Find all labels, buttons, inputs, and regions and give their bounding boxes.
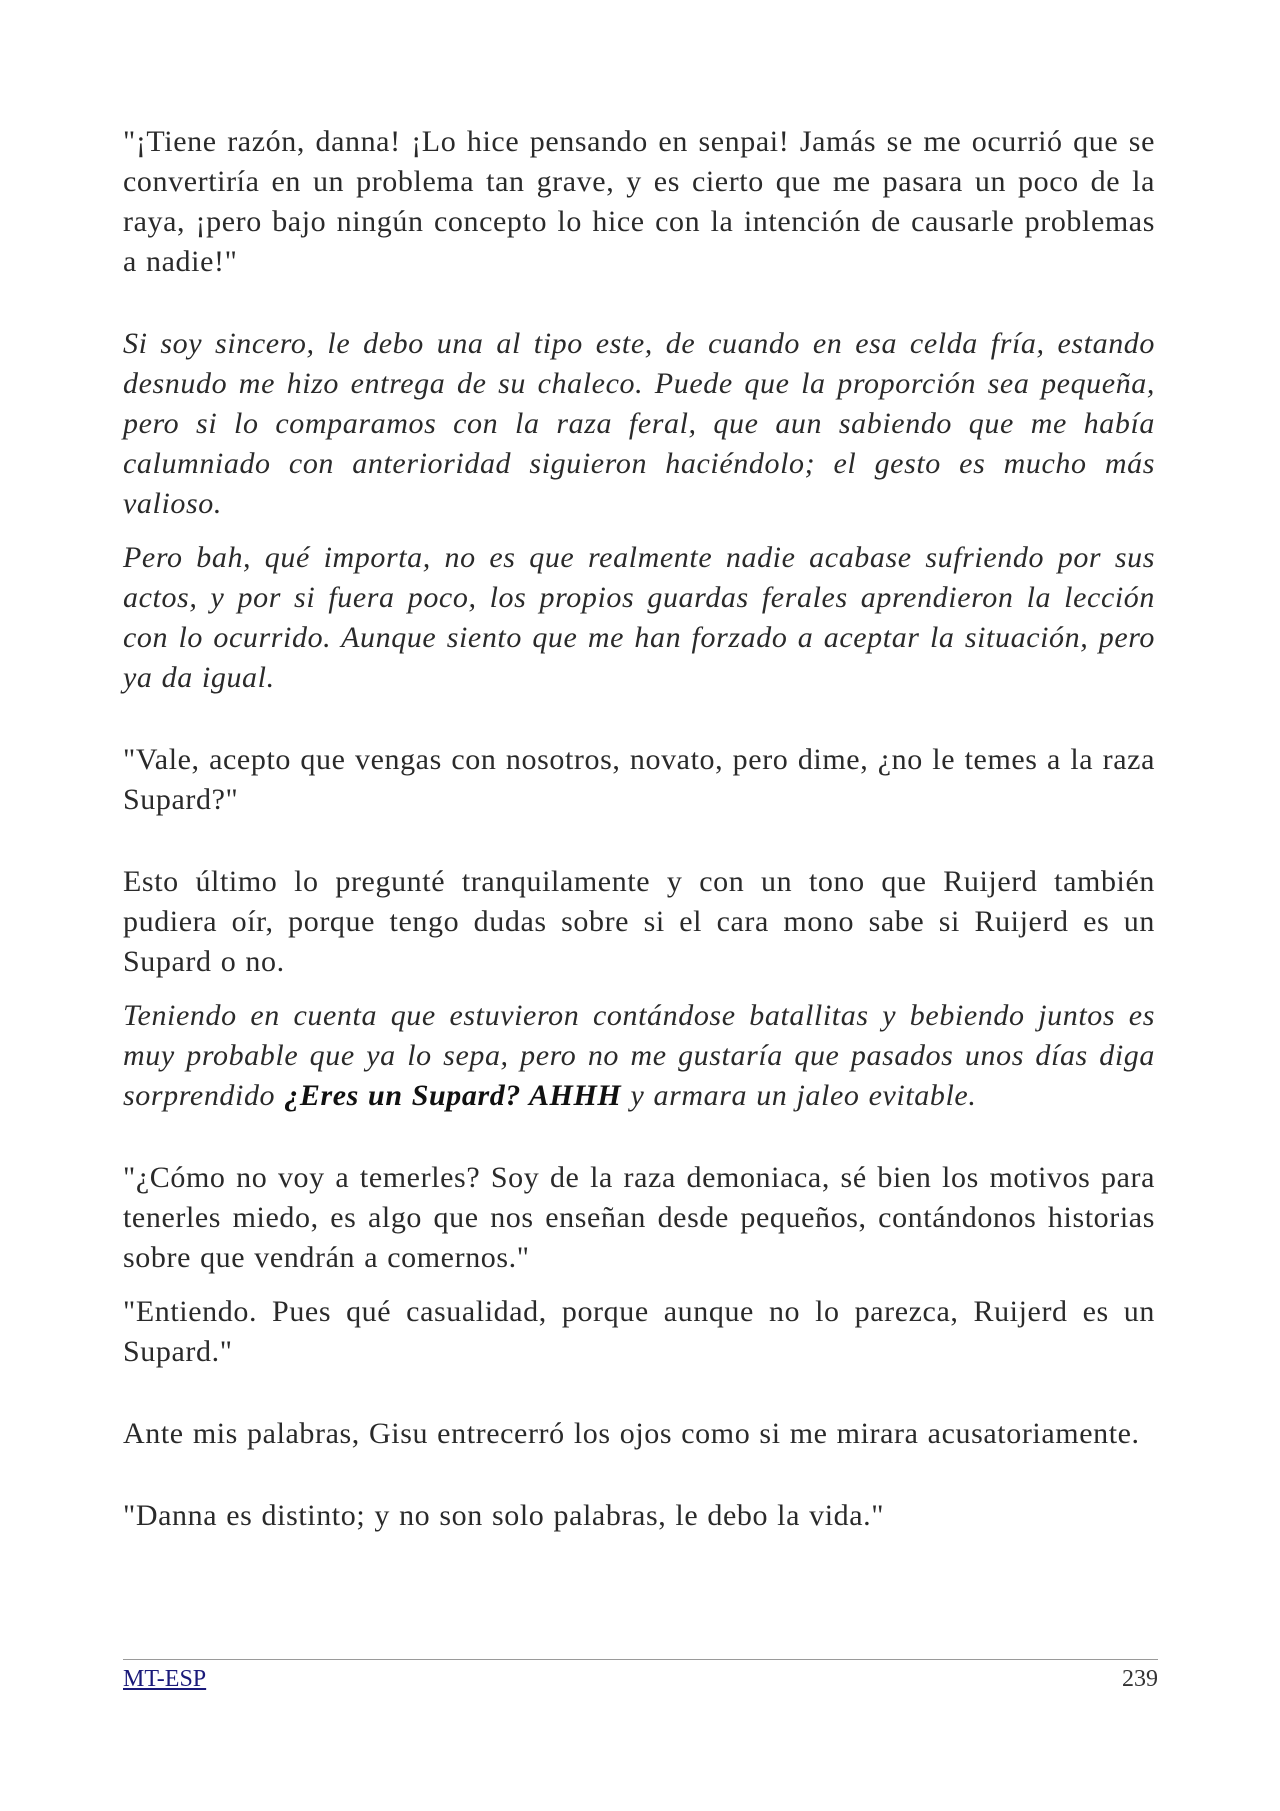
narration-paragraph-4 <box>123 996 1155 1116</box>
page-footer <box>123 1659 1158 1694</box>
dialogue-paragraph-2: "Vale, acepto que vengas con nosotros, novato, pero dime, ¿no le temes a la raza Supard?" <box>123 743 1155 816</box>
narration-paragraph-3: Esto último lo pregunté tranquilamente y con un tono que Ruijerd también pudiera oír, porque tengo dudas sobre si el cara mono sabe si Ruijerd es un Supard o no. <box>123 865 1155 978</box>
dialogue-paragraph-5: "Danna es distinto; y no son solo palabras, le debo la vida." <box>123 1499 885 1532</box>
dialogue-paragraph-3: "¿Cómo no voy a temerles? Soy de la raza demoniaca, sé bien los motivos para tenerles miedo, es algo que nos enseñan desde pequeños, contándonos historias sobre que vendrán a comernos." <box>123 1161 1155 1274</box>
emphasized-text: ¿Eres un Supard? AHHH <box>284 1079 622 1112</box>
narration-paragraph-2: Pero bah, qué importa, no es que realmente nadie acabase sufriendo por sus actos, y por si fuera poco, los propios guardas ferales aprendieron la lección con lo ocurrido. Aunque siento que me han forzado a aceptar la situación, pero ya da igual. <box>123 541 1155 694</box>
dialogue-paragraph-1: "¡Tiene razón, danna! ¡Lo hice pensando en senpai! Jamás se me ocurrió que se convertiría en un problema tan grave, y es cierto que me pasara un poco de la raya, ¡pero bajo ningún concepto lo hice con la intención de causarle problemas a nadie!" <box>123 125 1155 278</box>
narration-paragraph-1: Si soy sincero, le debo una al tipo este, de cuando en esa celda fría, estando desnudo me hizo entrega de su chaleco. Puede que la proporción sea pequeña, pero si lo comparamos con la raza feral, que aun sabiendo que me había calumniado con anterioridad siguieron haciéndolo; el gesto es mucho más valioso. <box>123 327 1155 520</box>
footer-link[interactable]: MT-ESP <box>123 1666 207 1692</box>
page-number: 239 <box>1122 1666 1158 1692</box>
narration-text-after: y armara un jaleo evitable. <box>621 1079 977 1112</box>
narration-text-before: Teniendo en cuenta que estuvieron contándose batallitas y bebiendo juntos es muy probable que ya lo sepa, pero no me gustaría que pasados unos días diga sorprendido <box>123 999 1155 1112</box>
dialogue-paragraph-4: "Entiendo. Pues qué casualidad, porque aunque no lo parezca, Ruijerd es un Supard." <box>123 1295 1155 1368</box>
narration-paragraph-5: Ante mis palabras, Gisu entrecerró los ojos como si me mirara acusatoriamente. <box>123 1417 1140 1450</box>
page-body <box>123 122 1155 1536</box>
